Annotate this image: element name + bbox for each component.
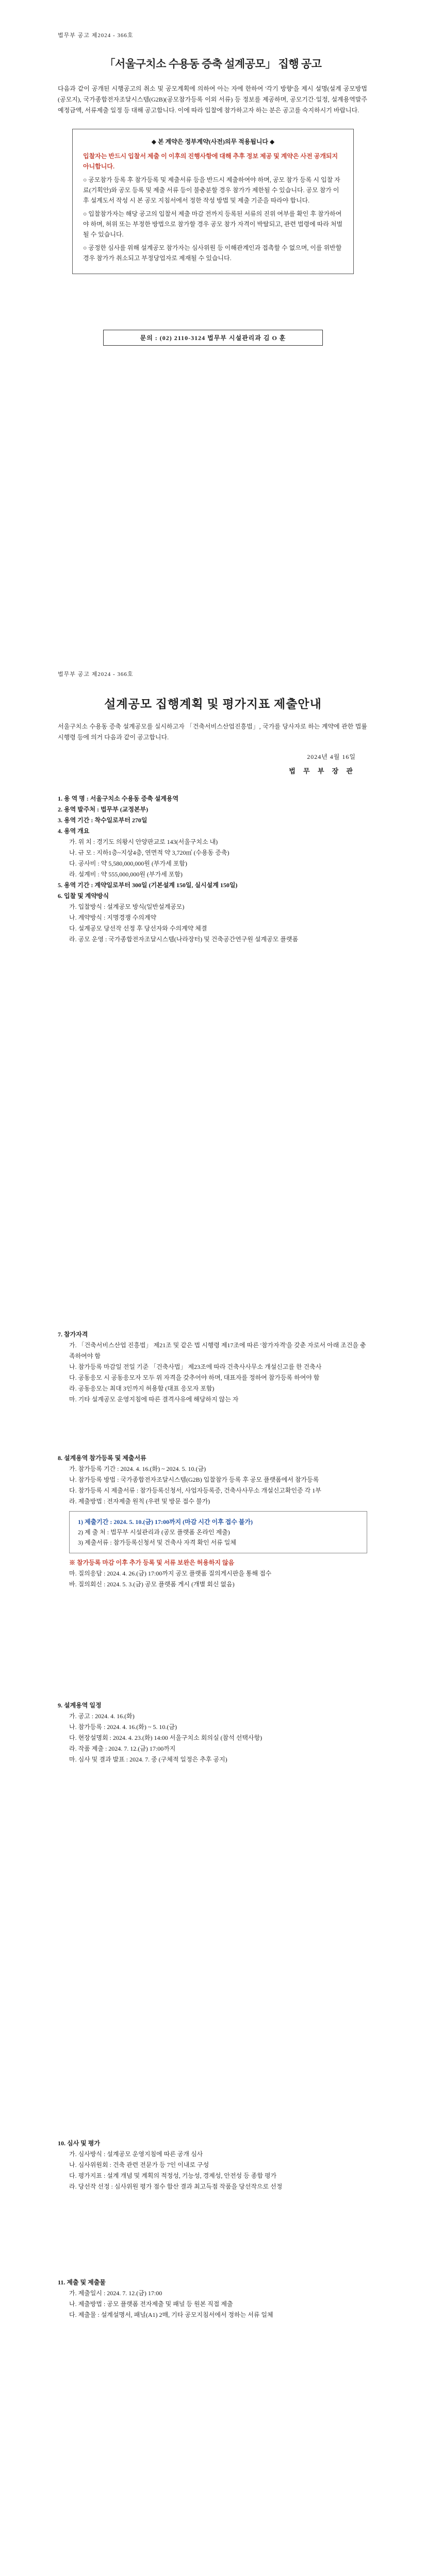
overview-item: 4. 용역 개요 (58, 827, 90, 835)
submission-line: 1) 제출기간 : 2024. 5. 10.(금) 17:00까지 (마감 시간 이후 접수 불가) (78, 1518, 253, 1526)
contact-info: 문의 : (02) 2110-3124 법무부 시설관리과 김 O 훈 (103, 330, 323, 346)
section-heading: 9. 설계용역 일정 (58, 1702, 102, 1709)
plan-title: 설계공모 집행계획 및 평가지표 제출안내 (104, 698, 322, 710)
eligibility-section (58, 1329, 367, 1405)
submission-line: 3) 제출서류 : 참가등록신청서 및 건축사 자격 확인 서류 일체 (78, 1539, 236, 1546)
notice-box-item: ○ 공모참가 등록 후 참가등록 및 제출서류 등을 반드시 제출하여야 하며, 공모 참가 등록 시 입찰 자료(기획안)와 공모 등록 및 제출 서류 등이 불충분할 경우 참가가 제한될 수 있습니다. 공모 참가 이후 설계도서 작성 시 본 공모 지침서에서 정한 작성 방법 및 제출 기준을 따라야 합니다. (83, 176, 340, 204)
section-line: 나. 심사위원회 : 건축 관련 전문가 등 7인 이내로 구성 (69, 2161, 209, 2168)
overview-item: 6. 입찰 및 계약방식 (58, 892, 109, 900)
title-project: 「서울구치소 수용동 증축 설계공모」 (104, 58, 276, 70)
notice-box-item: ○ 공정한 심사를 위해 설계공모 참가자는 심사위원 등 이해관계인과 접촉할 수 없으며, 이를 위반할 경우 참가가 취소되고 부정당업자로 제재될 수 있습니다. (83, 244, 342, 262)
section-line: 가. 심사방식 : 설계공모 운영지침에 따른 공개 심사 (69, 2150, 203, 2158)
overview-item: 2. 용역 발주처 : 법무부 (교정본부) (58, 806, 149, 813)
overview-section (58, 793, 367, 945)
deliverables-section (58, 2277, 367, 2320)
section-line: 가. 공고 : 2024. 4. 16.(화) (69, 1713, 135, 1720)
registration-section (58, 1453, 367, 1590)
section-line: 다. 공동응모 시 공동응모자 모두 위 자격을 갖추어야 하며, 대표자를 정하여 참가등록 하여야 함 (69, 1374, 320, 1381)
overview-item: 1. 용 역 명 : 서울구치소 수용동 증축 설계용역 (58, 795, 179, 802)
overview-item: 5. 용역 기간 : 계약일로부터 300일 (기본설계 150일, 실시설계 150일) (58, 882, 238, 889)
section-line: 라. 제출방법 : 전자제출 원칙 (우편 및 방문 접수 불가) (69, 1498, 210, 1505)
overview-item: 가. 입찰방식 : 설계공모 방식(일반설계공모) (69, 903, 185, 910)
notice-number-2: 법무부 공고 제2024 - 366호 (58, 671, 134, 677)
section-line: 가. 참가등록 기간 : 2024. 4. 16.(화) ~ 2024. 5. 10.(금) (69, 1465, 206, 1472)
overview-item: 라. 설계비 : 약 555,000,000원 (부가세 포함) (69, 871, 183, 878)
section-line: 가. 「건축서비스산업 진흥법」 제21조 및 같은 법 시행령 제17조에 따른 '참가자격'을 갖춘 자로서 아래 조건을 충족하여야 함 (69, 1342, 366, 1360)
notice-number: 법무부 공고 제2024 - 366호 (58, 32, 134, 39)
section-heading: 8. 설계용역 참가등록 및 제출서류 (58, 1454, 146, 1462)
registration-warning: ※ 참가등록 마감 이후 추가 등록 및 서류 보완은 허용하지 않음 (69, 1559, 235, 1566)
section-line: 라. 작품 제출 : 2024. 7. 12.(금) 17:00까지 (69, 1745, 176, 1752)
page-title (0, 56, 426, 71)
review-section (58, 2138, 367, 2192)
issuing-agency: 법 무 부 장 관 (289, 767, 356, 775)
section-line: 다. 평가지표 : 설계 개념 및 계획의 적정성, 기능성, 경제성, 안전성 등 종합 평가 (69, 2172, 277, 2179)
notice-box-title: ◆ 본 계약은 정부계약(사전)의무 적용됩니다 ◆ (151, 138, 275, 145)
section-line: 다. 현장설명회 : 2024. 4. 23.(화) 14:00 서울구치소 회의실 (참석 선택사항) (69, 1734, 263, 1741)
section-line: 라. 당선작 선정 : 심사위원 평가 점수 합산 결과 최고득점 작품을 당선작으로 선정 (69, 2183, 283, 2190)
section-heading: 10. 심사 및 평가 (58, 2140, 100, 2147)
section-line: 나. 참가등록 마감일 전일 기준 「건축사법」 제23조에 따라 건축사사무소 개설신고를 한 건축사 (69, 1363, 322, 1370)
notice-box-warning: 입찰자는 반드시 입찰서 제출 이 이후의 진행사항에 대해 추후 정보 제공 및 계약은 사전 공개되지 아니합니다. (83, 152, 338, 170)
section-line: 나. 제출방법 : 공모 플랫폼 전자제출 및 패널 등 원본 직접 제출 (69, 2300, 233, 2308)
overview-item: 라. 공모 운영 : 국가종합전자조달시스템(나라장터) 및 건축공간연구원 설계공모 플랫폼 (69, 936, 299, 943)
overview-item: 다. 공사비 : 약 5,580,000,000원 (부가세 포함) (69, 860, 187, 867)
section-line: 마. 기타 설계공모 운영지침에 따른 결격사유에 해당하지 않는 자 (69, 1396, 239, 1403)
section-line: 바. 질의회신 : 2024. 5. 3.(금) 공모 플랫폼 게시 (개별 회신 없음) (69, 1581, 235, 1588)
section-line: 라. 공동응모는 최대 3인까지 허용함 (대표 응모자 포함) (69, 1385, 215, 1392)
plan-intro: 서울구치소 수용동 증축 설계공모를 실시하고자 「건축서비스산업진흥법」, 국가를 당사자로 하는 계약에 관한 법률 시행령 등에 의거 다음과 같이 공고합니다. (58, 723, 367, 741)
submission-line: 2) 제 출 처 : 법무부 시설관리과 (공모 플랫폼 온라인 제출) (78, 1529, 230, 1536)
overview-item: 나. 계약방식 : 지명경쟁 수의계약 (69, 914, 157, 921)
section-line: 마. 질의응답 : 2024. 4. 26.(금) 17:00까지 공모 플랫폼 질의게시판을 통해 접수 (69, 1570, 272, 1577)
notice-box (72, 129, 354, 274)
section-line: 다. 참가등록 시 제출서류 : 참가등록신청서, 사업자등록증, 건축사사무소 개설신고확인증 각 1부 (69, 1487, 321, 1494)
announce-date: 2024년 4월 16일 (307, 753, 356, 760)
intro-paragraph: 다음과 같이 공개된 시행공고의 취소 및 공모계획에 의하여 아는 자에 한하여 '각기 방향'을 제시 설명(설계 공모방법(공모지), 국가종합전자조달시스템(G2B)(공모참가등록 이외 서류) 등 정보를 제공하며, 공모기간·일정, 설계용역발주예정금액, 서류제출 일정 등 대해 공고합니다. 이에 따라 입찰에 참가하고자 하는 분은 공고를 숙지하시기 바랍니다. (58, 85, 367, 114)
overview-item: 다. 설계공모 당선작 선정 후 당선자와 수의계약 체결 (69, 925, 207, 932)
submission-box (69, 1511, 367, 1553)
overview-item: 3. 용역 기간 : 착수일로부터 270일 (58, 817, 148, 824)
overview-item: 가. 위 치 : 경기도 의왕시 안양판교로 143(서울구치소 내) (69, 838, 218, 845)
section-line: 마. 심사 및 결과 발표 : 2024. 7. 중 (구체적 일정은 추후 공지) (69, 1756, 227, 1763)
section-line: 나. 참가등록 : 2024. 4. 16.(화) ~ 5. 10.(금) (69, 1723, 177, 1731)
schedule-section (58, 1700, 367, 1765)
section-heading: 7. 참가자격 (58, 1331, 88, 1338)
title-suffix: 집행 공고 (275, 58, 322, 70)
section-line: 가. 제출일시 : 2024. 7. 12.(금) 17:00 (69, 2290, 162, 2297)
section-line: 다. 제출물 : 설계설명서, 패널(A1) 2매, 기타 공모지침서에서 정하는 서류 일체 (69, 2311, 273, 2318)
section-line: 나. 참가등록 방법 : 국가종합전자조달시스템(G2B) 입찰참가 등록 후 공모 플랫폼에서 참가등록 (69, 1476, 319, 1483)
notice-box-item: ○ 입찰참가자는 해당 공고의 입찰서 제출 마감 전까지 등록된 서류의 진위 여부를 확인 후 참가하여야 하며, 허위 또는 부정한 방법으로 참가할 경우 공모 참가 자격이 박탈되고, 관련 법령에 따라 처벌될 수 있습니다. (83, 210, 343, 238)
section-heading: 11. 제출 및 제출물 (58, 2279, 106, 2286)
overview-item: 나. 규 모 : 지하1층~지상4층, 연면적 약 3,720㎡ (수용동 증축) (69, 849, 230, 856)
